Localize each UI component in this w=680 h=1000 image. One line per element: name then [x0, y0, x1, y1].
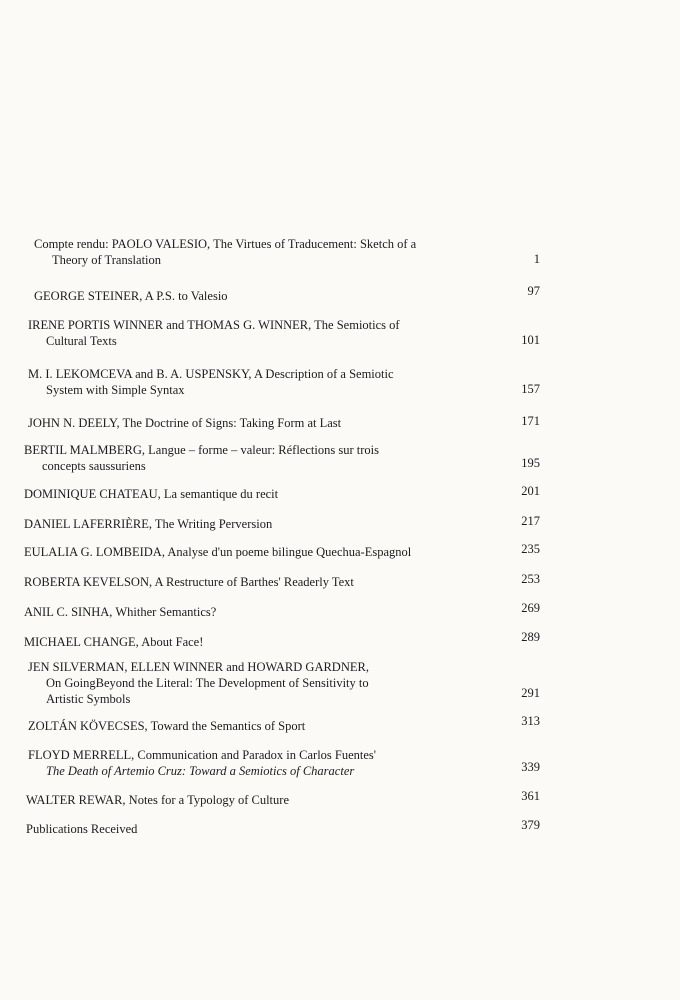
toc-entry [28, 317, 400, 349]
toc-page-number: 217 [521, 514, 540, 528]
toc-entry [28, 718, 305, 734]
toc-entry-title-cont: Cultural Texts [46, 334, 117, 348]
toc-entry-title: Publications Received [26, 822, 138, 836]
toc-entry [26, 792, 289, 808]
toc-page-number: 157 [521, 382, 540, 396]
toc-entry [24, 574, 354, 590]
toc-entry-title-cont: The Death of Artemio Cruz: Toward a Semiotics of Character [46, 764, 355, 778]
toc-entry [34, 288, 228, 304]
toc-entry-title: ANIL C. SINHA, Whither Semantics? [24, 605, 217, 619]
toc-entry [28, 415, 341, 431]
toc-entry-title-cont: concepts saussuriens [42, 459, 146, 473]
toc-entry-title: JEN SILVERMAN, ELLEN WINNER and HOWARD GARDNER, [28, 660, 369, 674]
toc-entry-title: ROBERTA KEVELSON, A Restructure of Barthes' Readerly Text [24, 575, 354, 589]
toc-page-number: 379 [521, 818, 540, 832]
toc-entry [28, 747, 376, 779]
toc-entry-title: EULALIA G. LOMBEIDA, Analyse d'un poeme bilingue Quechua-Espagnol [24, 545, 412, 559]
toc-entry-title-cont: Artistic Symbols [46, 692, 131, 706]
toc-entry [24, 486, 278, 502]
toc-entry-title-cont: On GoingBeyond the Literal: The Development of Sensitivity to [46, 676, 369, 690]
toc-entry-title: FLOYD MERRELL, Communication and Paradox in Carlos Fuentes' [28, 748, 377, 762]
toc-entry [24, 516, 272, 532]
toc-entry-title-cont: System with Simple Syntax [46, 383, 185, 397]
toc-entry-title: JOHN N. DEELY, The Doctrine of Signs: Taking Form at Last [28, 416, 342, 430]
toc-entry [28, 366, 394, 398]
toc-entry [24, 634, 203, 650]
toc-entry-title: M. I. LEKOMCEVA and B. A. USPENSKY, A Description of a Semiotic [28, 367, 394, 381]
toc-page-number: 97 [527, 284, 540, 298]
toc-page-number: 195 [521, 456, 540, 470]
toc-page-number: 253 [521, 572, 540, 586]
toc-page-number: 235 [521, 542, 540, 556]
toc-page-number: 201 [521, 484, 540, 498]
toc-entry-title: GEORGE STEINER, A P.S. to Valesio [34, 289, 228, 303]
toc-page-number: 101 [521, 333, 540, 347]
toc-entry-title: DOMINIQUE CHATEAU, La semantique du recit [24, 487, 279, 501]
toc-page-number: 361 [521, 789, 540, 803]
toc-page-number: 269 [521, 601, 540, 615]
toc-entry-title: DANIEL LAFERRIÈRE, The Writing Perversion [24, 517, 273, 531]
toc-entry-title-cont: Theory of Translation [52, 253, 162, 267]
toc-entry-title: IRENE PORTIS WINNER and THOMAS G. WINNER, The Semiotics of [28, 318, 400, 332]
toc-page-number: 171 [521, 414, 540, 428]
toc-page-number: 339 [521, 760, 540, 774]
toc-entry-title: MICHAEL CHANGE, About Face! [24, 635, 204, 649]
toc-page-number: 289 [521, 630, 540, 644]
toc-entry [24, 442, 379, 474]
toc-page-number: 1 [533, 252, 540, 266]
toc-entry [26, 821, 137, 837]
toc-page-number: 313 [521, 714, 540, 728]
toc-entry-title: ZOLTÁN KÖVECSES, Toward the Semantics of Sport [28, 719, 306, 733]
toc-entry-title: WALTER REWAR, Notes for a Typology of Culture [26, 793, 289, 807]
toc-page-number: 291 [521, 686, 540, 700]
toc-entry-title: BERTIL MALMBERG, Langue – forme – valeur: Réflections sur trois [24, 443, 379, 457]
toc-entry-title: Compte rendu: PAOLO VALESIO, The Virtues of Traducement: Sketch of a [34, 237, 417, 251]
toc-entry [24, 604, 216, 620]
toc-entry [24, 544, 411, 560]
toc-entry [34, 236, 416, 268]
toc-entry [28, 659, 369, 707]
